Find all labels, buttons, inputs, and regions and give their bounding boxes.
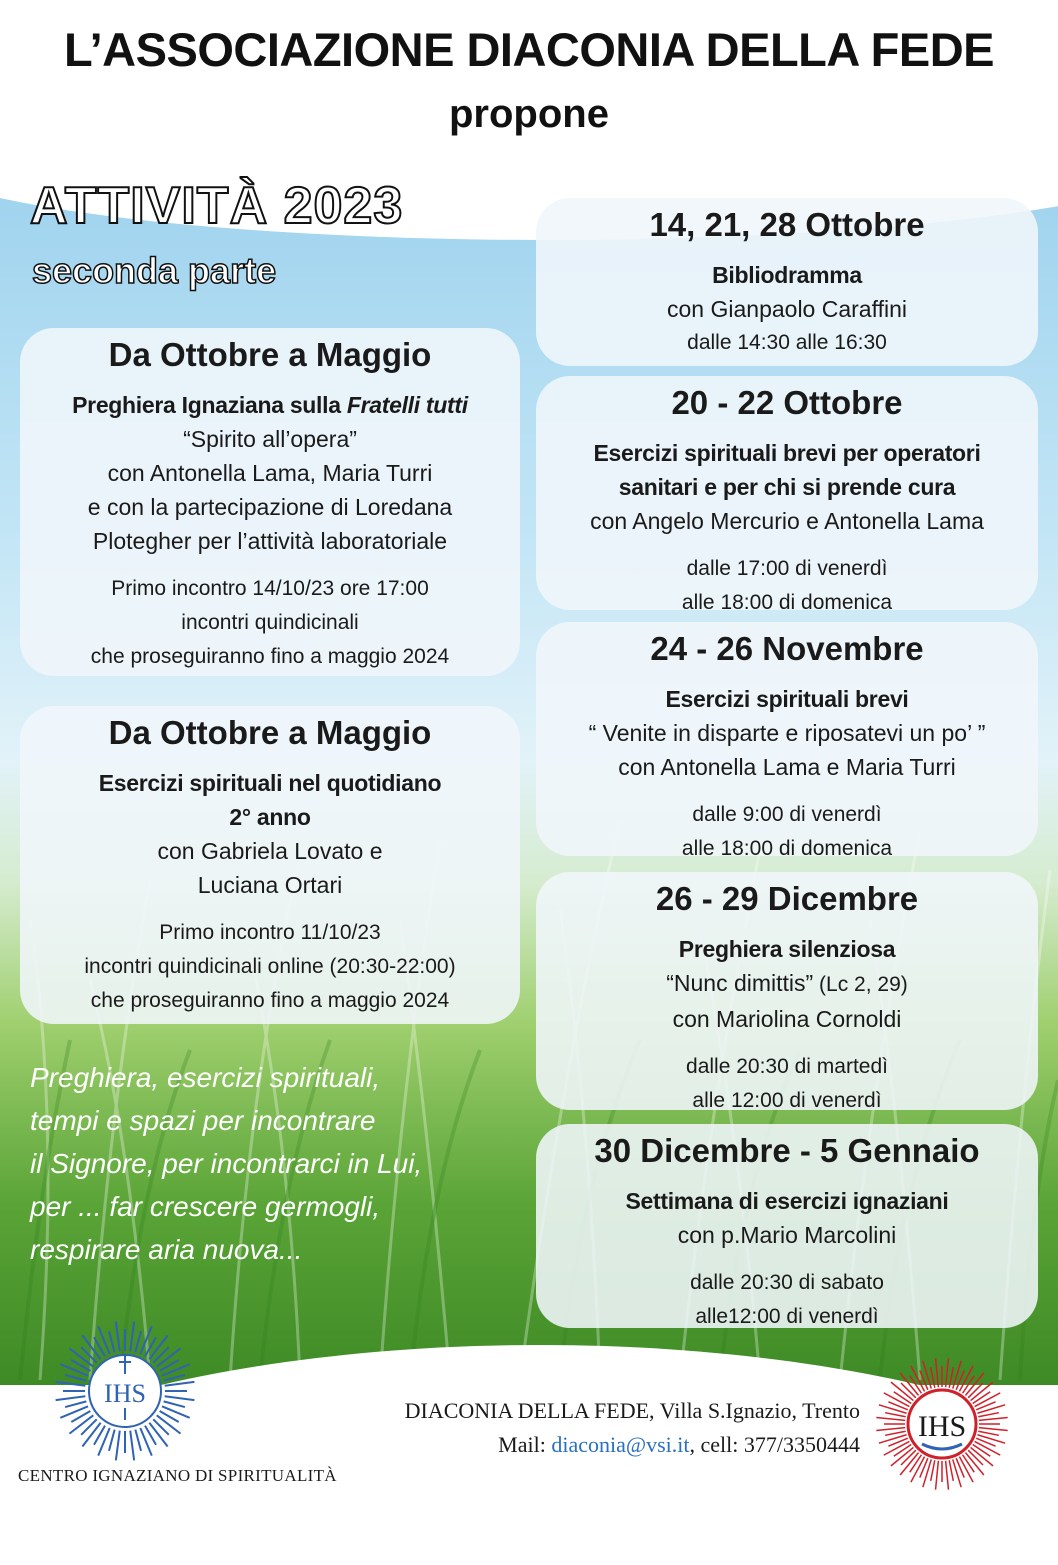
event-title: 2° anno [229, 804, 311, 830]
event-heading: 26 - 29 Dicembre [655, 880, 919, 917]
event-schedule: che proseguiranno fino a maggio 2024 [90, 989, 450, 1012]
event-schedule: dalle 20:30 di martedì [686, 1055, 888, 1078]
event-schedule: dalle 14:30 alle 16:30 [687, 331, 887, 354]
subtitle: propone [449, 92, 609, 136]
event-schedule: dalle 20:30 di sabato [690, 1271, 884, 1294]
ihs-sun-logo-icon [50, 1316, 200, 1466]
event-line: con p.Mario Marcolini [677, 1222, 897, 1248]
event-schedule: Primo incontro 11/10/23 [159, 921, 381, 944]
event-schedule: alle12:00 di venerdì [695, 1305, 879, 1328]
phone-number: , cell: 377/3350444 [689, 1432, 860, 1457]
event-title: Bibliodramma [712, 262, 862, 288]
event-quote-ref: (Lc 2, 29) [813, 973, 908, 996]
event-line: Plotegher per l’attività laboratoriale [92, 528, 448, 554]
event-quote: “Nunc dimittis” (Lc 2, 29) [666, 970, 908, 996]
event-schedule: incontri quindicinali online (20:30-22:00) [84, 955, 456, 978]
footer-address: DIACONIA DELLA FEDE, Villa S.Ignazio, Trento [404, 1398, 860, 1423]
event-card-operatori-sanitari [536, 376, 1038, 614]
event-title: Preghiera silenziosa [678, 936, 896, 962]
email-link[interactable]: diaconia@vsi.it [551, 1432, 690, 1457]
event-line: Luciana Ortari [197, 872, 343, 898]
svg-text:IHS: IHS [104, 1379, 146, 1408]
event-card-fratelli-tutti [20, 328, 520, 676]
svg-text:IHS: IHS [917, 1410, 967, 1443]
event-line: “Spirito all’opera” [183, 426, 357, 452]
event-line: con Gianpaolo Caraffini [667, 296, 907, 322]
year-title: ATTIVITÀ 2023 [30, 177, 404, 235]
event-line: e con la partecipazione di Loredana [87, 494, 453, 520]
event-schedule: alle 12:00 di venerdì [692, 1089, 882, 1112]
event-schedule: Primo incontro 14/10/23 ore 17:00 [111, 577, 429, 600]
event-title: sanitari e per chi si prende cura [618, 474, 956, 500]
event-heading: Da Ottobre a Maggio [108, 336, 432, 373]
event-heading: 24 - 26 Novembre [650, 630, 924, 667]
event-heading: 14, 21, 28 Ottobre [649, 206, 925, 243]
event-title: Esercizi spirituali brevi per operatori [593, 440, 981, 466]
event-schedule: dalle 17:00 di venerdì [686, 557, 888, 580]
event-heading: 20 - 22 Ottobre [671, 384, 903, 421]
organization-label: CENTRO IGNAZIANO DI SPIRITUALITÀ [18, 1466, 337, 1485]
event-title: Settimana di esercizi ignaziani [625, 1188, 949, 1214]
footer-contact: Mail: diaconia@vsi.it, cell: 377/3350444 [498, 1432, 860, 1457]
event-schedule: alle 18:00 di domenica [681, 837, 893, 860]
event-card-preghiera-silenziosa [536, 872, 1038, 1110]
event-line: con Antonella Lama e Maria Turri [618, 754, 956, 780]
event-line: con Gabriela Lovato e [157, 838, 383, 864]
event-line: con Angelo Mercurio e Antonella Lama [590, 508, 984, 534]
event-schedule: che proseguiranno fino a maggio 2024 [90, 645, 450, 668]
event-schedule: alle 18:00 di domenica [681, 591, 893, 614]
event-schedule: incontri quindicinali [181, 611, 359, 634]
event-card-venite-in-disparte [536, 622, 1038, 860]
main-title: L’ASSOCIAZIONE DIACONIA DELLA FEDE [64, 23, 994, 76]
event-card-esercizi-ignaziani [536, 1124, 1038, 1328]
ihs-red-seal-icon [866, 1356, 1018, 1492]
event-heading: 30 Dicembre - 5 Gennaio [594, 1132, 980, 1169]
event-title: Preghiera Ignaziana sulla Fratelli tutti [72, 392, 468, 418]
event-title: Esercizi spirituali brevi [665, 686, 909, 712]
event-title: Esercizi spirituali nel quotidiano [98, 770, 442, 796]
year-subtitle: seconda parte [32, 250, 277, 291]
event-schedule: dalle 9:00 di venerdì [692, 803, 882, 826]
event-card-bibliodramma [536, 198, 1038, 366]
event-title-italic: Fratelli tutti [346, 392, 468, 418]
event-heading: Da Ottobre a Maggio [108, 714, 432, 751]
event-line: con Mariolina Cornoldi [672, 1006, 902, 1032]
tagline: Preghiera, esercizi spirituali, tempi e spazi per incontrare il Signore, per incontrarci in Lui, per ... far crescere germogli, respirare aria nuova... [30, 1062, 423, 1265]
event-card-quotidiano [20, 706, 520, 1024]
event-line: “ Venite in disparte e riposatevi un po’ ” [588, 720, 986, 746]
event-line: con Antonella Lama, Maria Turri [107, 460, 433, 486]
